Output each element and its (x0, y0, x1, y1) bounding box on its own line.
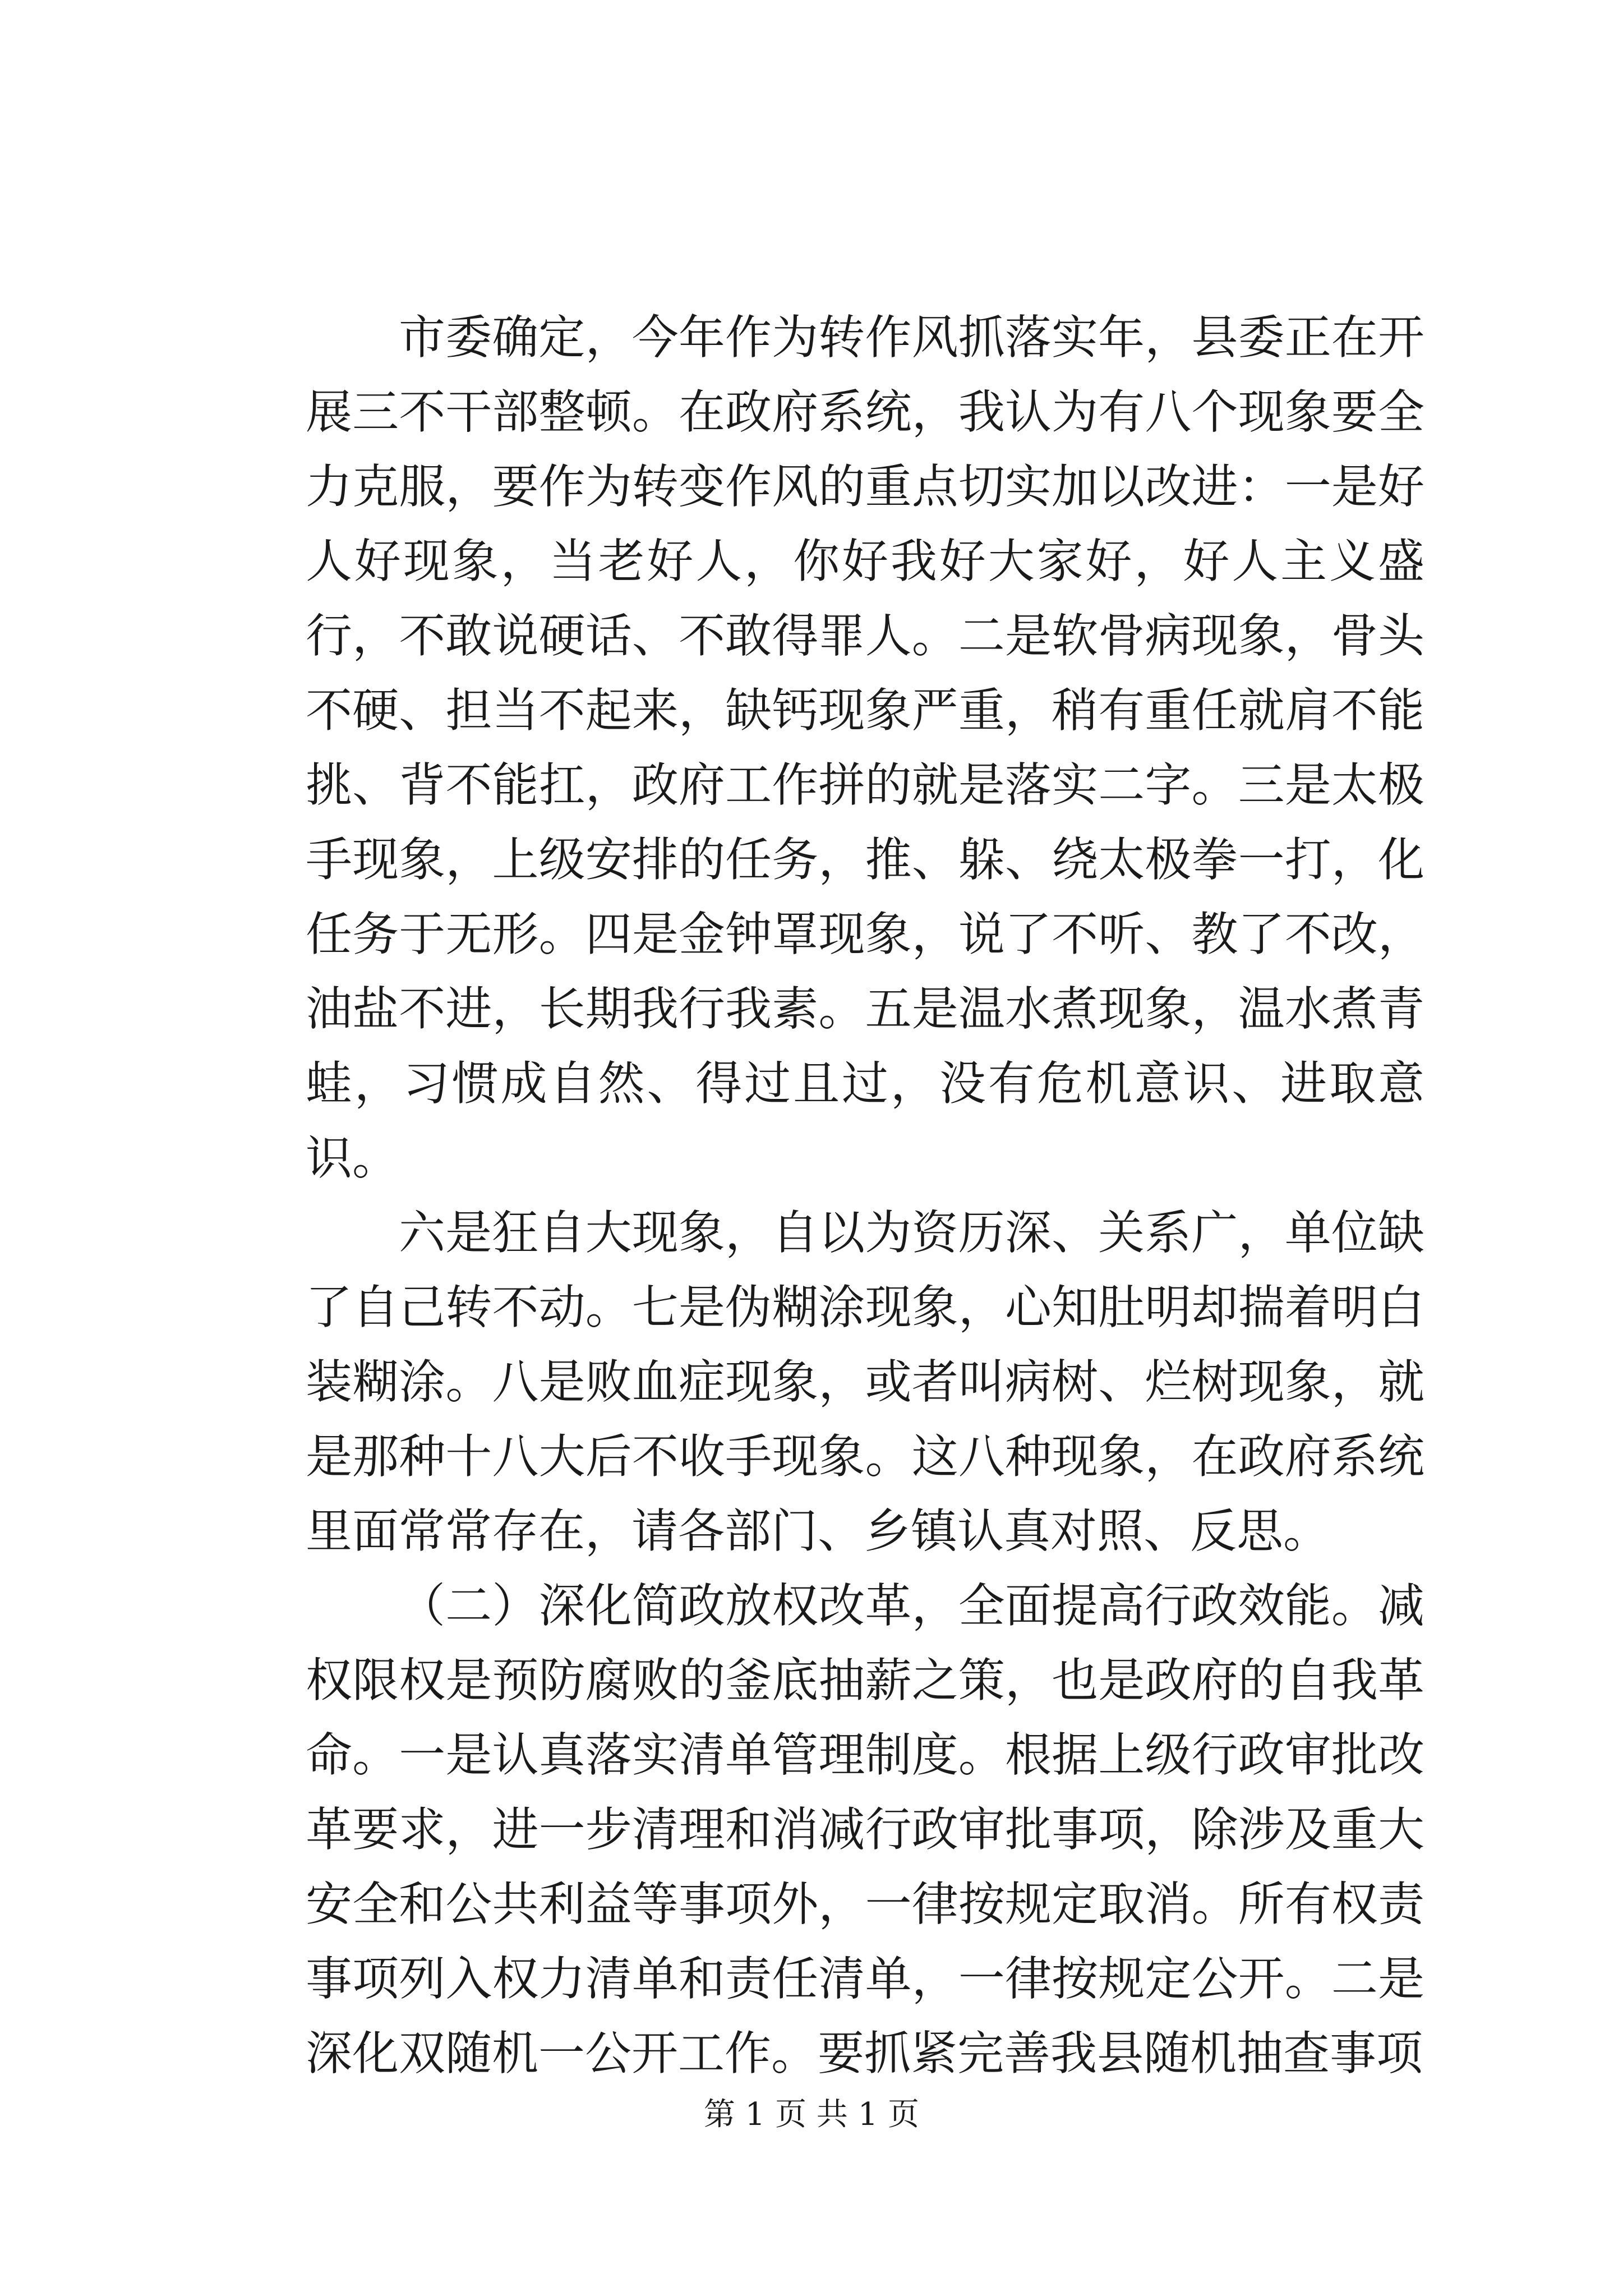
document-body (306, 300, 1424, 2091)
page-footer: 第 1 页 共 1 页 (703, 2096, 920, 2133)
paragraph-2: 六是狂自大现象，自以为资历深、关系广，单位缺了自己转不动。七是伪糊涂现象，心知肚明却揣着明白装糊涂。八是败血症现象，或者叫病树、烂树现象，就是那种十八大后不收手现象。这八种现象，在政府系统里面常常存在，请各部门、乡镇认真对照、反思。 (306, 1205, 1424, 1558)
paragraph-1: 市委确定，今年作为转作风抓落实年，县委正在开展三不干部整顿。在政府系统，我认为有八个现象要全力克服，要作为转变作风的重点切实加以改进：一是好人好现象，当老好人，你好我好大家好，好人主义盛行，不敢说硬话、不敢得罪人。二是软骨病现象，骨头不硬、担当不起来，缺钙现象严重，稍有重任就肩不能挑、背不能扛，政府工作拼的就是落实二字。三是太极手现象，上级安排的任务，推、躲、绕太极拳一打，化任务于无形。四是金钟罩现象，说了不听、教了不改，油盐不进，长期我行我素。五是温水煮现象，温水煮青蛙，习惯成自然、得过且过，没有危机意识、进取意识。 (306, 310, 1424, 1185)
paragraph-3: （二）深化简政放权改革，全面提高行政效能。减权限权是预防腐败的釜底抽薪之策，也是政府的自我革命。一是认真落实清单管理制度。根据上级行政审批改革要求，进一步清理和消减行政审批事项，除涉及重大安全和公共利益等事项外，一律按规定取消。所有权责事项列入权力清单和责任清单，一律按规定公开。二是深化双随机一公开工作。要抓紧完善我县随机抽查事项 (306, 1579, 1424, 2081)
